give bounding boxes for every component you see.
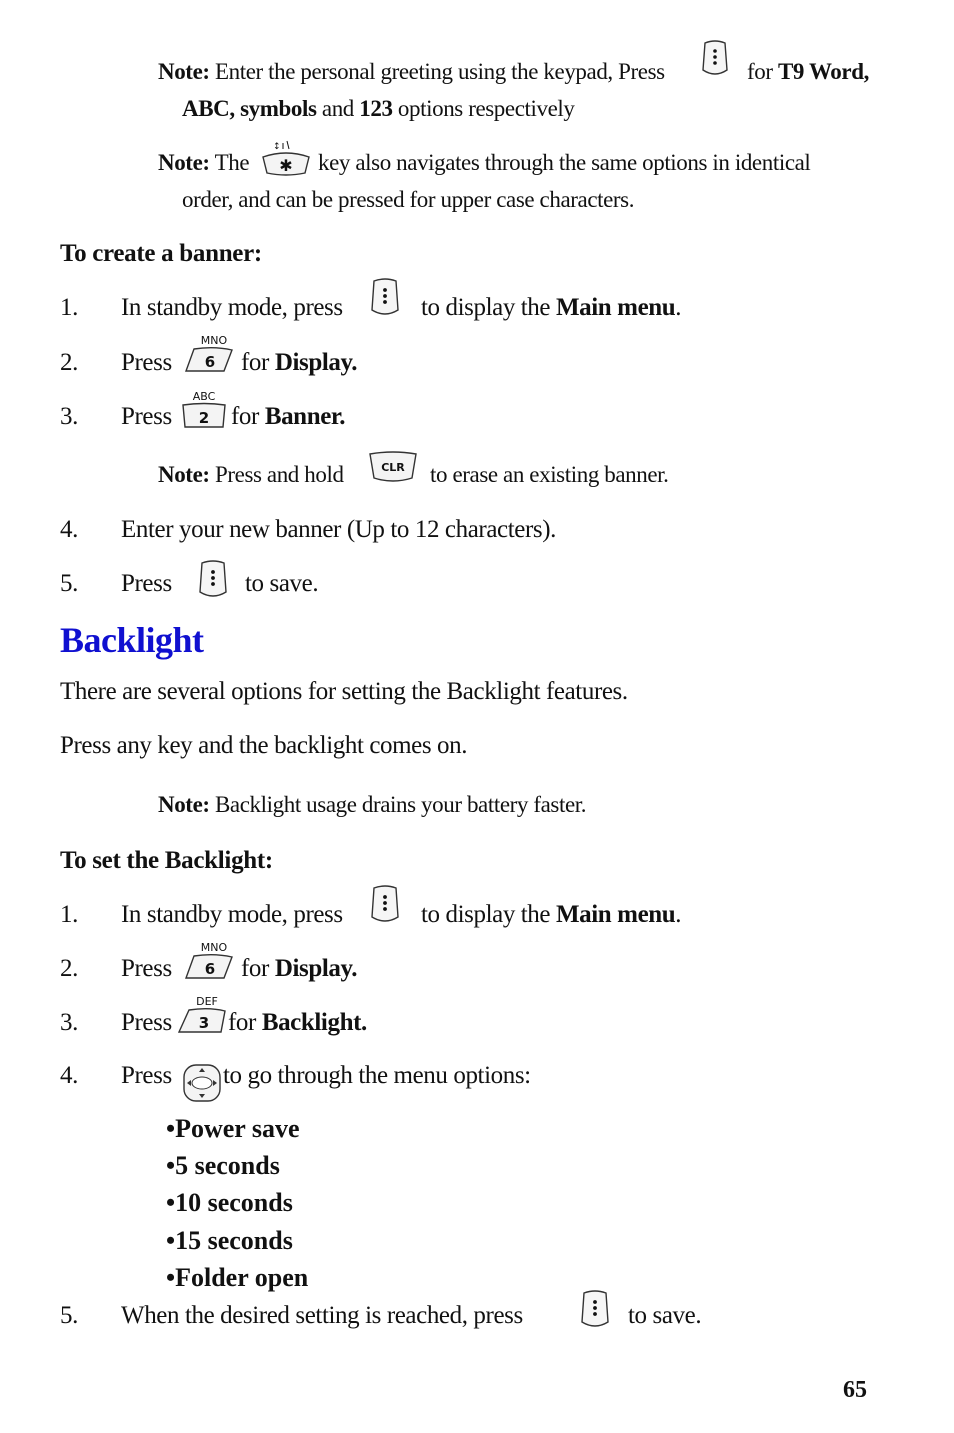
step-number: 3. [60,1009,78,1036]
clr-key-icon [368,450,418,484]
navigation-key-icon [181,1062,223,1104]
backlight-label: Backlight. [261,1009,367,1036]
key-3-icon [177,994,227,1036]
banner-heading: To create a banner: [60,240,262,267]
main-menu-label: Main menu [555,294,676,321]
t9-word: T9 Word [777,59,864,84]
option-10-seconds: •10 seconds [166,1188,293,1217]
step-number: 5. [60,570,78,597]
step-text: for Display. [241,955,358,982]
svg-text:MNO: MNO [200,941,228,954]
note-greeting-cont [747,60,869,83]
note-star-key-cont [318,151,810,174]
comma: , [229,96,241,121]
banner-step-5 [0,571,954,601]
step-text: to display the Main menu. [421,294,682,321]
note-star-key [158,151,249,174]
note-text: The [209,150,250,175]
backlight-step-5 [0,1303,954,1333]
option-5-seconds: •5 seconds [166,1151,280,1180]
svg-text:DEF: DEF [196,995,218,1008]
n123-option: 123 [359,96,393,121]
note-label: Note: [158,59,210,84]
step-number: 5. [60,1302,78,1329]
note-label: Note: [158,792,210,817]
backlight-step-2 [0,956,954,986]
step-text: When the desired setting is reached, press [121,1302,523,1329]
menu-key-icon [701,40,729,78]
note-battery [158,793,586,816]
svg-text:3: 3 [198,1014,210,1032]
svg-text:MNO: MNO [200,334,228,347]
step-number: 1. [60,901,78,928]
note-label: Note: [158,150,210,175]
banner-step-2 [0,350,954,380]
note-greeting-line2 [182,97,575,120]
step-text: Enter your new banner (Up to 12 characters). [121,516,556,543]
step-text: Press [121,955,172,982]
step-number: 3. [60,403,78,430]
step-text: In standby mode, press [121,901,343,928]
note-text: order, and can be pressed for upper case characters. [182,187,635,212]
abc-option: ABC [182,96,230,121]
note-text: Press and hold [209,462,344,487]
step-text: Press [121,570,172,597]
menu-key-icon [370,885,400,925]
step-text: Press [121,403,172,430]
backlight-step-3 [0,1010,954,1040]
banner-step-3 [0,404,954,434]
menu-key-icon [370,278,400,318]
svg-text:✱: ✱ [279,156,293,175]
svg-text:2: 2 [198,409,210,427]
comma: , [863,59,869,84]
option-folder-open: •Folder open [166,1263,309,1292]
note-text-for: for [747,59,773,84]
backlight-paragraph-2: Press any key and the backlight comes on. [60,732,468,759]
banner-label: Banner. [264,403,346,430]
section-title: Backlight [60,620,204,660]
svg-text:CLR: CLR [381,461,405,474]
page-number: 65 [843,1377,867,1403]
note-star-key-line2 [182,188,634,211]
note-tail: options respectively [392,96,575,121]
svg-text:6: 6 [204,353,216,371]
banner-step-4 [0,517,954,547]
backlight-step-1 [0,902,954,932]
menu-key-icon [198,560,228,600]
menu-key-icon [580,1290,610,1330]
step-number: 4. [60,1062,78,1089]
step-text: for Backlight. [228,1009,367,1036]
svg-text:↕: ↕ [273,142,281,152]
banner-step-1 [0,295,954,325]
option-power-save: •Power save [166,1114,300,1143]
display-label: Display. [274,955,358,982]
star-key-icon [259,137,313,177]
backlight-heading: To set the Backlight: [60,847,273,874]
step-number: 2. [60,349,78,376]
note-text: Enter the personal greeting using the keypad, Press [209,59,665,84]
main-menu-label: Main menu [555,901,676,928]
step-text: Press [121,1009,172,1036]
note-greeting [158,60,665,83]
step-text: for Display. [241,349,358,376]
note-label: Note: [158,462,210,487]
step-text: to save. [245,570,319,597]
step-number: 2. [60,955,78,982]
step-text: to display the Main menu. [421,901,682,928]
key-2-icon [179,389,229,431]
note-text: to erase an existing banner. [430,462,669,487]
and-text: and [316,96,360,121]
step-text: Press [121,1062,172,1089]
step-text: to save. [628,1302,702,1329]
svg-text:ABC: ABC [192,390,216,403]
step-text: to go through the menu options: [223,1062,531,1089]
backlight-step-4 [0,1063,954,1093]
step-number: 1. [60,294,78,321]
display-label: Display. [274,349,358,376]
step-text: Press [121,349,172,376]
symbols-option: symbols [240,96,317,121]
note-text: Backlight usage drains your battery faster. [209,792,587,817]
step-number: 4. [60,516,78,543]
key-6-icon [184,333,234,375]
step-text: for Banner. [231,403,346,430]
note-clr-key [158,463,344,486]
note-text: key also navigates through the same options in identical [318,150,811,175]
backlight-paragraph-1: There are several options for setting the Backlight features. [60,678,628,705]
step-text: In standby mode, press [121,294,343,321]
option-15-seconds: •15 seconds [166,1226,293,1255]
key-6-icon [184,940,234,982]
note-clr-key-cont [430,463,669,486]
svg-text:6: 6 [204,960,216,978]
